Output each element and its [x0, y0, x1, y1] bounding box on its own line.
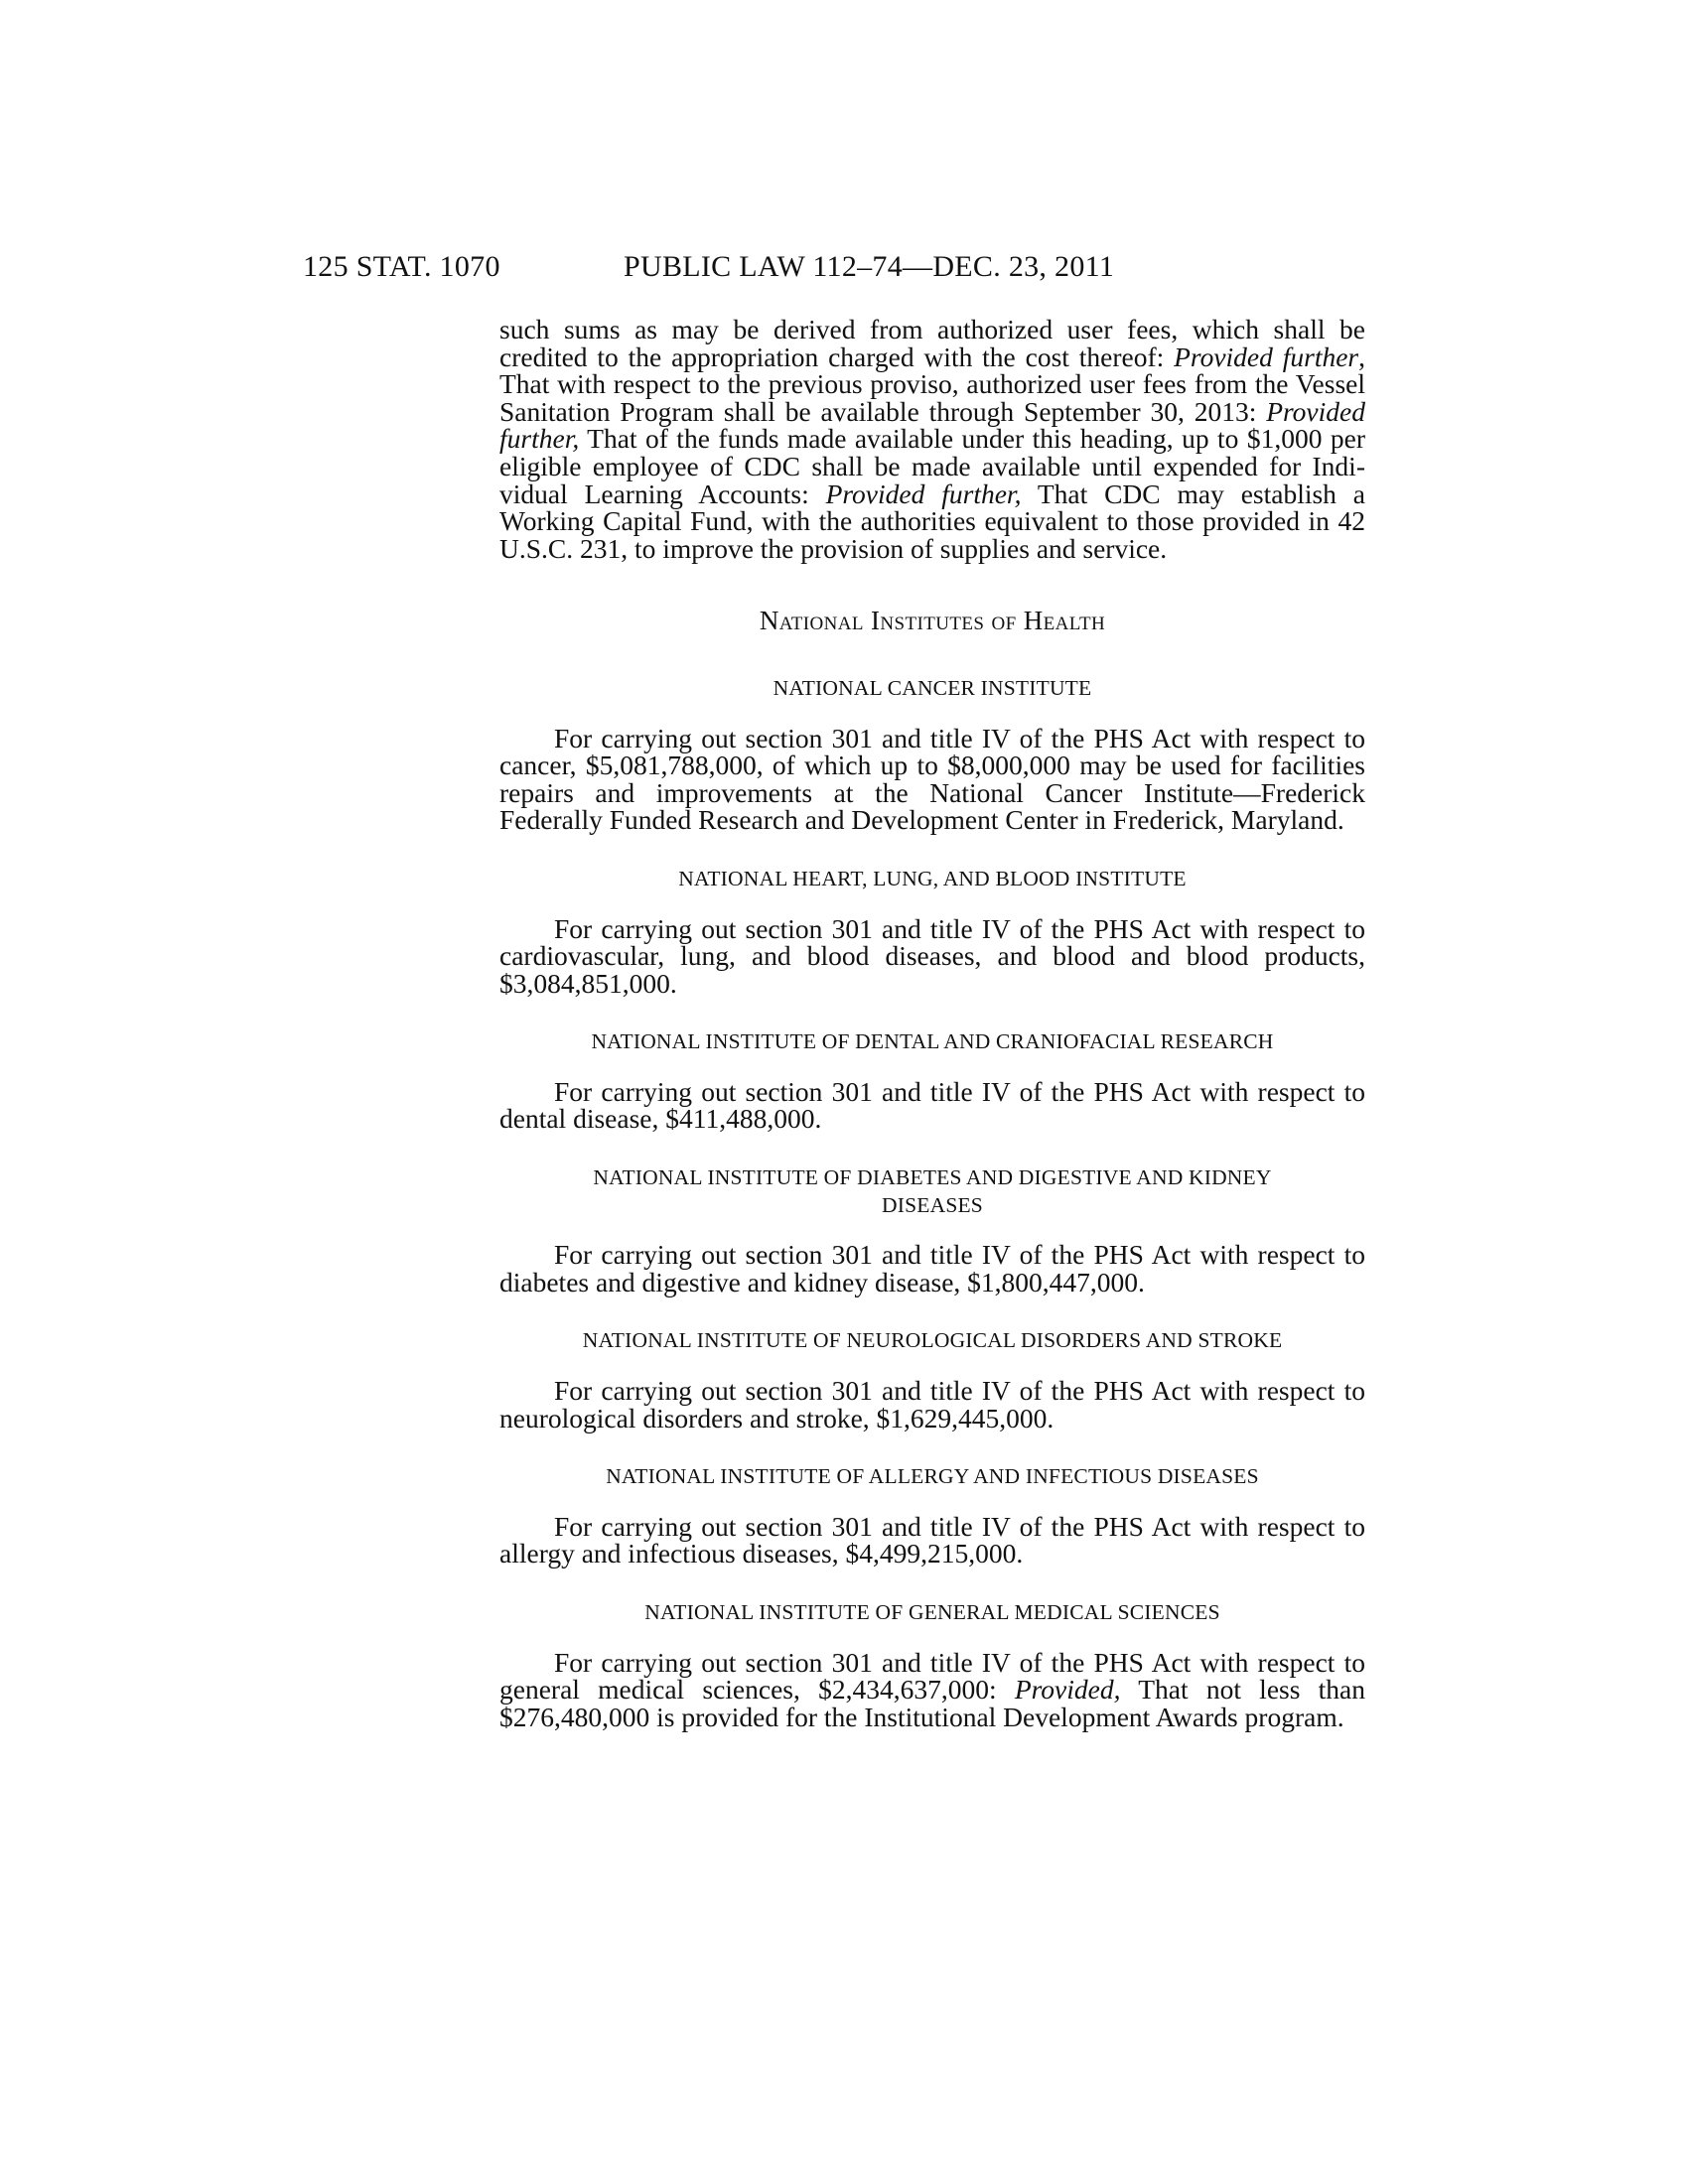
section-heading-niddk	[499, 1164, 1365, 1219]
section-heading-niaid: NATIONAL INSTITUTE OF ALLERGY AND INFECTIOUS DISEASES	[606, 1464, 1259, 1489]
proviso-2: Provided further,	[499, 395, 1365, 455]
section-heading-nigms: NATIONAL INSTITUTE OF GENERAL MEDICAL SCIENCES	[644, 1600, 1220, 1624]
section-text-ninds: For carrying out section 301 and title IV of the PHS Act with respect to neurological disorders and stroke, $1,629,445,000.	[499, 1375, 1365, 1433]
section-heading-nidcr: NATIONAL INSTITUTE OF DENTAL AND CRANIOFACIAL RESEARCH	[591, 1029, 1274, 1054]
nigms-text-1: For carrying out section 301 and title IV of the PHS Act with respect to general medical sciences, $2,434,637,000:	[499, 1646, 1365, 1706]
section-text-nidcr: For carrying out section 301 and title IV of the PHS Act with respect to dental disease, $411,488,000.	[499, 1075, 1365, 1135]
section-heading-nhlbi: NATIONAL HEART, LUNG, AND BLOOD INSTITUTE	[678, 866, 1187, 890]
section-text-niaid: For carrying out section 301 and title IV of the PHS Act with respect to allergy and infectious diseases, $4,499,215,000.	[499, 1510, 1365, 1570]
continuation-text-1: such sums as may be derived from authorized user fees, which shall be credited to the appropriation charged with the cost thereof:	[499, 314, 1365, 372]
section-text-niddk: For carrying out section 301 and title IV of the PHS Act with respect to diabetes and digestive and kidney disease, $1,800,447,000.	[499, 1239, 1365, 1297]
section-text-nigms	[499, 1646, 1365, 1732]
section-heading-niddk-line2: DISEASES	[882, 1192, 983, 1217]
public-law-reference: PUBLIC LAW 112–74—DEC. 23, 2011	[624, 250, 1115, 283]
nigms-text-2: That not less than $276,480,000 is provided for the Institutional Development Awards program.	[499, 1674, 1365, 1732]
section-text-nhlbi: For carrying out section 301 and title IV of the PHS Act with respect to cardiovascular, lung, and blood diseases, and blood and blood products, $3,084,851,000.	[499, 912, 1365, 999]
section-text-nci: For carrying out section 301 and title IV of the PHS Act with respect to cancer, $5,081,788,000, of which up to $8,000,000 may be used for facilities repairs and improvements at the National Cancer Institute—Frederick Federally Funded Research and Development Center in Frederick, Maryland.	[499, 722, 1365, 836]
continuation-text-3: That of the funds made available under this heading, up to $1,000 per eligible employee of CDC shall be made available until expended for Individual Learning Accounts:	[499, 423, 1365, 509]
page-body	[499, 316, 1365, 1730]
continuation-paragraph	[499, 316, 1365, 562]
proviso-3: Provided further,	[825, 478, 1022, 509]
continuation-text-2: , That with respect to the previous proviso, authorized user fees from the Vessel Sanitation Program shall be available through September 30, 2013:	[499, 341, 1365, 427]
continuation-text-4: That CDC may establish a Working Capital Fund, with the authorities equivalent to those provided in 42 U.S.C. 231, to improve the provision of supplies and service.	[499, 478, 1366, 564]
section-heading-niddk-line1: NATIONAL INSTITUTE OF DIABETES AND DIGESTIVE AND KIDNEY	[593, 1165, 1272, 1190]
running-header	[0, 250, 1688, 290]
statute-page-reference: 125 STAT. 1070	[303, 250, 500, 283]
proviso-1: Provided further	[1174, 341, 1359, 372]
nigms-proviso: Provided,	[1014, 1674, 1121, 1706]
section-heading-nci: NATIONAL CANCER INSTITUTE	[773, 675, 1092, 700]
agency-heading: National Institutes of Health	[759, 606, 1106, 636]
section-heading-ninds: NATIONAL INSTITUTE OF NEUROLOGICAL DISORDERS AND STROKE	[582, 1328, 1283, 1353]
